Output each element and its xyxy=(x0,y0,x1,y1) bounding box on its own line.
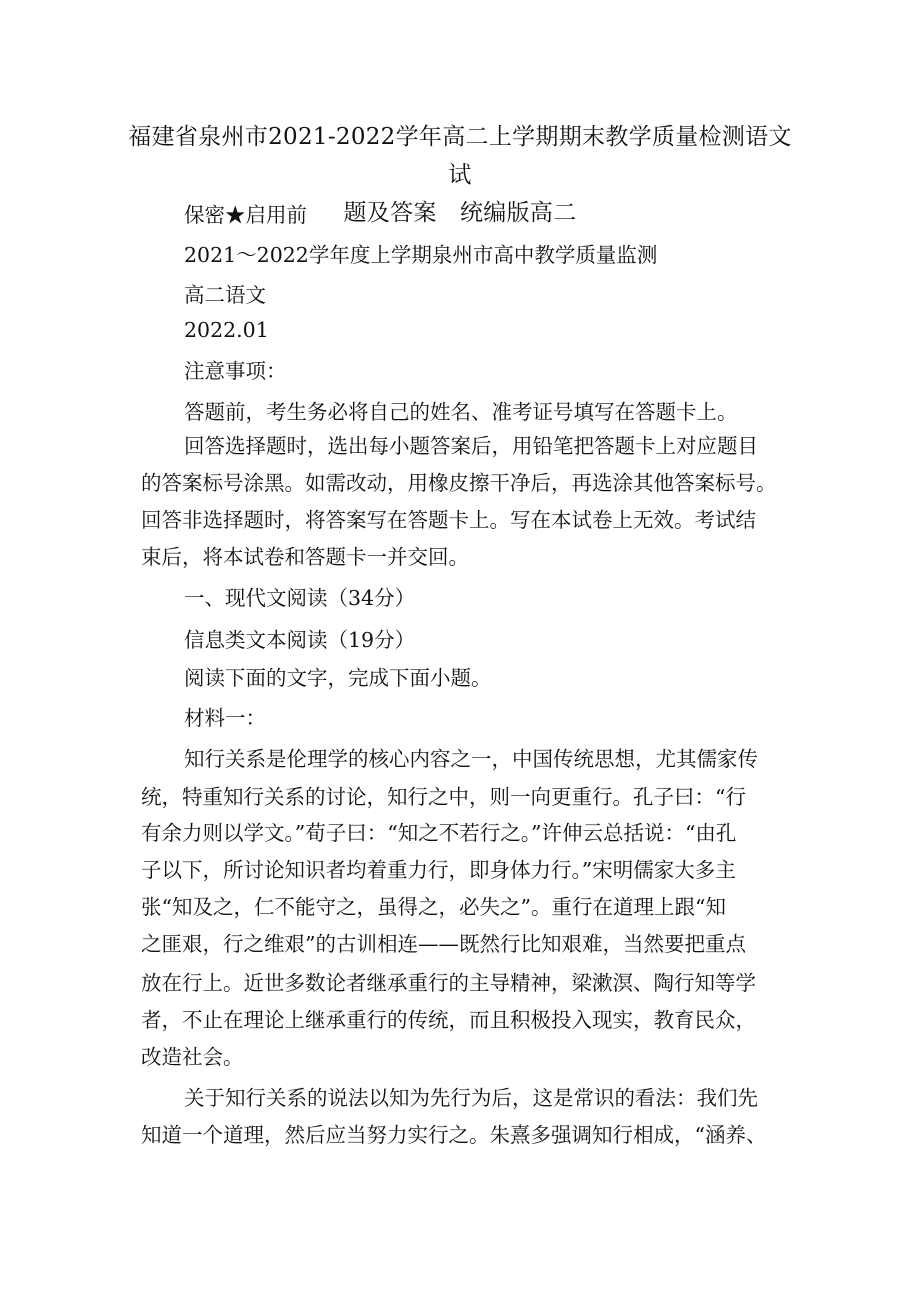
exam-date: 2022.01 xyxy=(184,318,269,342)
subsection-heading: 信息类文本阅读（19分） xyxy=(184,628,416,652)
notice-item-1: 答题前，考生务必将自己的姓名、准考证号填写在答题卡上。 xyxy=(184,400,738,424)
passage-line: 放在行上。近世多数论者继承重行的主导精神，梁漱溟、陶行知等学 xyxy=(141,971,756,995)
passage-line: 者，不止在理论上继承重行的传统，而且积极投入现实，教育民众， xyxy=(141,1008,756,1032)
title-line-2: 题及答案 统编版高二 xyxy=(343,200,577,226)
passage-line: 知道一个道理，然后应当努力实行之。朱熹多强调知行相成，“涵养、 xyxy=(141,1123,767,1147)
reading-instruction: 阅读下面的文字，完成下面小题。 xyxy=(184,666,492,690)
section-heading: 一、现代文阅读（34分） xyxy=(184,586,416,610)
passage-line: 子以下，所讨论知识者均着重力行，即身体力行。”宋明儒家大多主 xyxy=(141,858,736,882)
passage-line: 关于知行关系的说法以知为先行为后，这是常识的看法：我们先 xyxy=(184,1086,758,1110)
notice-item-2-line: 回答非选择题时，将答案写在答题卡上。写在本试卷上无效。考试结 xyxy=(141,508,756,532)
passage-line: 之匪艰，行之维艰”的古训相连——既然行比知艰难，当然要把重点 xyxy=(141,932,746,956)
title-line-1: 福建省泉州市2021-2022学年高二上学期期末教学质量检测语文试 xyxy=(128,124,792,188)
passage-line: 统，特重知行关系的讨论，知行之中，则一向更重行。孔子曰：“行 xyxy=(141,785,746,809)
exam-name: 2021～2022学年度上学期泉州市高中教学质量监测 xyxy=(184,243,658,267)
notice-item-2-line: 束后，将本试卷和答题卡一并交回。 xyxy=(141,545,469,569)
material-label: 材料一： xyxy=(184,706,266,730)
passage-line: 改造社会。 xyxy=(141,1045,244,1069)
passage-line: 知行关系是伦理学的核心内容之一，中国传统思想，尤其儒家传 xyxy=(184,747,758,771)
passage-line: 有余力则以学文。”荀子曰：“知之不若行之。”许伸云总括说：“由孔 xyxy=(141,821,737,845)
notice-heading: 注意事项： xyxy=(184,359,287,383)
notice-item-2-line: 回答选择题时，选出每小题答案后，用铅笔把答题卡上对应题目 xyxy=(184,434,758,458)
passage-line: 张“知及之，仁不能守之，虽得之，必失之”。重行在道理上跟“知 xyxy=(141,895,726,919)
subject-label: 高二语文 xyxy=(184,283,266,307)
confidential-label: 保密★启用前 xyxy=(184,203,307,227)
notice-item-2-line: 的答案标号涂黑。如需改动，用橡皮擦干净后，再选涂其他答案标号。 xyxy=(141,471,777,495)
